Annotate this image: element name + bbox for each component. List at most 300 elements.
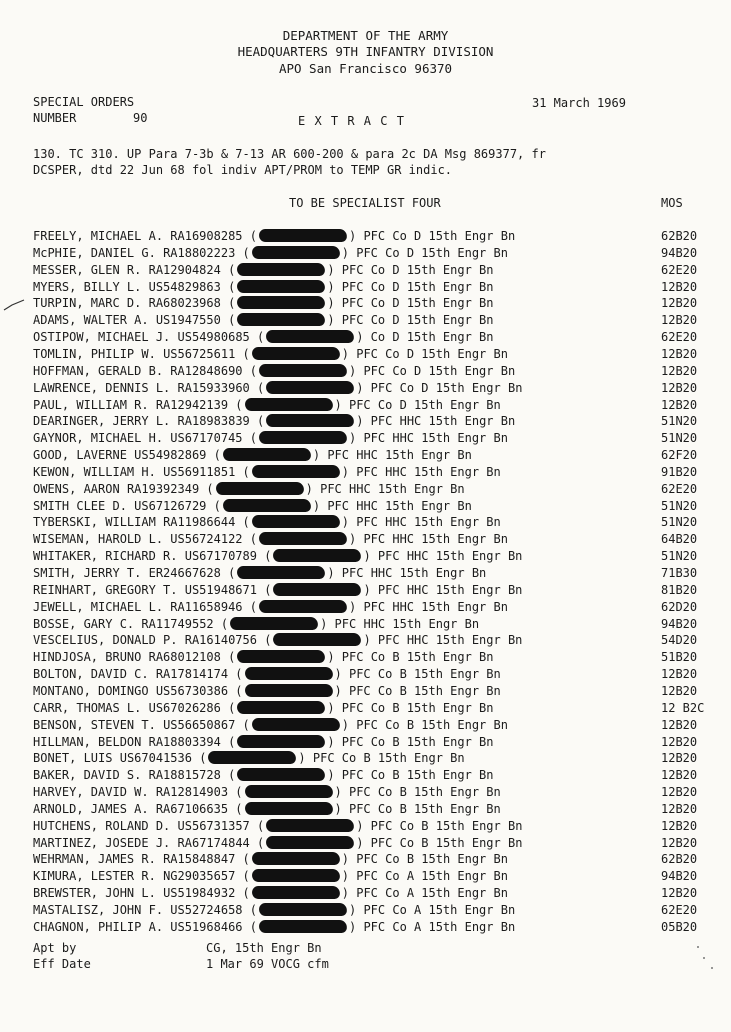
entry-service-number: US67170745 [170,431,243,446]
entry-service-number: RA18983839 [177,414,250,429]
redaction-mark [222,499,311,512]
entry-service-number: US67026286 [148,700,221,715]
entry-unit: HHC 15th Engr Bn [406,633,523,648]
entry-name: ADAMS, WALTER A. [33,313,149,328]
redaction-mark [237,768,326,781]
redaction-mark [237,650,326,663]
entry-line: MYERS, BILLY L. US54829863 ( ) PFC Co D 15th Engr Bn [33,279,494,294]
entry-rank: PFC [341,566,364,580]
entry-rank: PFC [377,549,400,564]
redaction-mark [237,296,326,309]
entry-line: BOSSE, GARY C. RA11749552 ( ) PFC HHC 15th Engr Bn [33,616,480,631]
table-row [0,296,731,313]
entry-mos: 62E20 [661,481,698,496]
entry-mos: 62E20 [661,330,698,345]
entry-rank: PFC [370,835,393,850]
entry-rank: PFC [377,582,400,597]
entry-rank: PFC [341,279,364,294]
entry-mos: 51N20 [661,498,698,513]
entry-unit: Co D 15th Engr Bn [385,346,508,361]
entry-unit: Co D 15th Engr Bn [385,245,508,260]
entry-mos: 51N20 [661,515,698,530]
entry-service-number: RA19392349 [126,481,200,496]
table-row [0,819,731,836]
entry-name: WISEMAN, HAROLD L. [33,532,164,547]
entry-rank: PFC [341,700,364,715]
redaction-mark [266,381,355,394]
redaction-mark [237,735,326,748]
table-row [0,280,731,297]
entry-line: WEHRMAN, JAMES R. RA15848847 ( ) PFC Co B 15th Engr Bn [33,852,508,867]
table-row [0,617,731,634]
entry-service-number: US56650867 [163,717,236,732]
entry-rank: PFC [363,903,386,917]
entry-unit: Co B 15th Engr Bn [377,801,501,816]
redaction-mark [273,549,362,562]
table-row [0,869,731,886]
redaction-mark [251,886,340,899]
entry-line: FREELY, MICHAEL A. RA16908285 ( ) PFC Co D 15th Engr Bn [33,229,516,243]
speck-mark [697,946,699,948]
table-row [0,549,731,566]
entry-unit: Co D 15th Engr Bn [377,397,501,412]
entry-unit: Co A 15th Engr Bn [392,903,516,917]
entry-unit: Co D 15th Engr Bn [370,279,494,294]
entry-mos: 12B20 [661,717,698,732]
entry-name: BAKER, DAVID S. [33,768,142,783]
entry-line: CHAGNON, PHILIP A. US51968466 ( ) PFC Co A 15th Engr Bn [33,919,516,934]
entry-line: OWENS, AARON RA19392349 ( ) PFC HHC 15th Engr Bn [33,481,465,496]
entry-unit: HHC 15th Engr Bn [363,616,480,631]
entry-unit: Co B 15th Engr Bn [399,818,523,833]
entry-name: HILLMAN, BELDON [33,734,142,749]
redaction-mark [251,465,340,478]
table-row [0,920,731,937]
entry-mos: 51N20 [661,431,698,446]
entry-unit: HHC 15th Engr Bn [392,599,508,614]
entry-service-number: US54980685 [177,330,250,345]
entry-name: TURPIN, MARC D. [33,296,142,311]
redaction-mark [258,903,347,916]
entry-rank: PFC [348,683,371,698]
table-row [0,313,731,330]
entry-service-number: RA11658946 [170,599,243,614]
order-date: 31 March 1969 [532,96,626,110]
table-row [0,566,731,583]
entry-unit: HHC 15th Engr Bn [349,481,465,496]
redaction-mark [215,482,304,495]
entry-mos: 12B20 [661,818,698,833]
table-row [0,229,731,246]
entry-mos: 51N20 [661,549,698,564]
entry-unit: HHC 15th Engr Bn [385,515,501,530]
table-row [0,650,731,667]
redaction-mark [244,785,333,798]
entry-mos: 12B20 [661,667,698,682]
entry-line: OSTIPOW, MICHAEL J. US54980685 ( ) Co D 15th Engr Bn [33,330,494,345]
entry-name: LAWRENCE, DENNIS L. [33,380,171,395]
entry-mos: 51B20 [661,650,698,665]
paragraph-line-1: 130. TC 310. UP Para 7-3b & 7-13 AR 600-200 & para 2c DA Msg 869377, fr [33,147,546,161]
entry-mos: 12B20 [661,346,698,361]
entry-service-number: US56730386 [155,683,229,698]
entry-unit: Co A 15th Engr Bn [385,869,508,884]
apo-address: APO San Francisco 96370 [278,61,453,76]
entry-line: HINDJOSA, BRUNO RA68012108 ( ) PFC Co B 15th Engr Bn [33,650,494,665]
table-row [0,684,731,701]
table-row [0,802,731,819]
entry-service-number: RA16908285 [170,229,243,243]
entry-rank: PFC [356,346,378,361]
table-row [0,583,731,600]
entry-service-number: RA15848847 [163,852,236,867]
entry-name: HOFFMAN, GERALD B. [33,363,164,378]
entry-unit: Co D 15th Engr Bn [370,313,494,328]
entry-unit: Co D 15th Engr Bn [370,262,494,277]
table-row [0,364,731,381]
entry-mos: 12B20 [661,296,698,311]
entry-rank: PFC [356,464,378,479]
entry-unit: Co D 15th Engr Bn [399,380,523,395]
entry-line: PAUL, WILLIAM R. RA12942139 ( ) PFC Co D 15th Engr Bn [33,397,501,412]
entry-line: BONET, LUIS US67041536 ( ) PFC Co B 15th Engr Bn [33,751,465,766]
entry-name: ARNOLD, JAMES A. [33,801,149,816]
entry-unit: Co D 15th Engr Bn [392,229,516,243]
redaction-mark [244,667,333,680]
paragraph-line-2: DCSPER, dtd 22 Jun 68 fol indiv APT/PROM to TEMP GR indic. [33,163,453,177]
entry-mos: 62B20 [661,852,698,867]
table-row [0,499,731,516]
table-row [0,246,731,263]
redaction-mark [237,566,326,579]
extract-title: E X T R A C T [298,114,405,128]
table-row [0,381,731,398]
entry-unit: Co B 15th Engr Bn [370,700,494,715]
entry-line: HOFFMAN, GERALD B. RA12848690 ( ) PFC Co D 15th Engr Bn [33,363,516,378]
entry-name: BONET, LUIS [33,751,113,766]
entry-name: TYBERSKI, WILLIAM [33,515,156,530]
entry-line: BAKER, DAVID S. RA18815728 ( ) PFC Co B 15th Engr Bn [33,768,494,783]
entry-mos: 62E20 [661,262,698,277]
entry-unit: Co B 15th Engr Bn [370,768,494,783]
entry-unit: Co B 15th Engr Bn [385,852,508,867]
table-row [0,785,731,802]
entry-unit: Co B 15th Engr Bn [385,717,508,732]
entry-rank: PFC [363,431,386,446]
entry-rank: PFC [348,801,371,816]
redaction-mark [266,819,355,832]
entry-unit: Co A 15th Engr Bn [385,886,508,901]
entry-mos: 12B20 [661,279,698,294]
entry-name: BREWSTER, JOHN L. [33,886,156,901]
entry-service-number: RA12904824 [148,262,221,277]
table-row [0,836,731,853]
redaction-mark [266,414,355,427]
table-row [0,330,731,347]
entry-name: WHITAKER, RICHARD R. [33,549,178,564]
entry-name: OSTIPOW, MICHAEL J. [33,330,171,345]
entry-line: GOOD, LAVERNE US54982869 ( ) PFC HHC 15th Engr Bn [33,448,472,463]
entry-line: HARVEY, DAVID W. RA12814903 ( ) PFC Co B 15th Engr Bn [33,785,501,800]
entry-unit: Co B 15th Engr Bn [377,683,501,698]
table-row [0,515,731,532]
eff-date-label: Eff Date [33,957,91,971]
entry-name: GAYNOR, MICHAEL H. [33,431,164,446]
entry-service-number: RA11986644 [163,515,236,530]
eff-date-value: 1 Mar 69 VOCG cfm [206,957,329,971]
entry-line: DEARINGER, JERRY L. RA18983839 ( ) PFC HHC 15th Engr Bn [33,414,516,429]
entry-line: KIMURA, LESTER R. NG29035657 ( ) PFC Co A 15th Engr Bn [33,869,508,884]
entry-service-number: RA11749552 [141,616,214,631]
entry-rank: PFC [363,532,386,547]
entry-rank: PFC [356,717,378,732]
table-row [0,263,731,280]
entry-name: REINHART, GREGORY T. [33,582,178,597]
entry-rank: PFC [356,869,378,884]
redaction-mark [237,701,326,714]
entry-service-number: RA12942139 [155,397,229,412]
entry-line: HILLMAN, BELDON RA18803394 ( ) PFC Co B 15th Engr Bn [33,734,494,749]
speck-mark [711,967,713,969]
entry-mos: 12B20 [661,734,698,749]
entry-unit: Co D 15th Engr Bn [392,363,516,378]
entry-mos: 12B20 [661,768,698,783]
entry-line: TOMLIN, PHILIP W. US56725611 ( ) PFC Co D 15th Engr Bn [33,346,508,361]
entry-service-number: US67041536 [119,751,192,766]
entry-service-number: RA16140756 [184,633,257,648]
entry-service-number: RA12848690 [170,363,243,378]
entry-line: TYBERSKI, WILLIAM RA11986644 ( ) PFC HHC 15th Engr Bn [33,515,501,530]
redaction-mark [258,600,347,613]
entry-line: LAWRENCE, DENNIS L. RA15933960 ( ) PFC Co D 15th Engr Bn [33,380,523,395]
entry-mos: 71B30 [661,566,698,580]
entry-rank: PFC [356,515,378,530]
entry-service-number: US54982869 [134,448,207,463]
entry-service-number: RA67174844 [177,835,250,850]
entry-rank: PFC [363,229,386,243]
order-number: 90 [133,111,148,125]
redaction-mark [251,869,340,882]
entry-line: KEWON, WILLIAM H. US56911851 ( ) PFC HHC 15th Engr Bn [33,464,501,479]
entry-rank: PFC [363,599,386,614]
table-row [0,903,731,920]
entry-name: PAUL, WILLIAM R. [33,397,149,412]
entry-mos: 62E20 [661,903,698,917]
entry-mos: 12B20 [661,785,698,800]
redaction-mark [266,836,355,849]
entry-unit: HHC 15th Engr Bn [392,532,508,547]
entry-name: GOOD, LAVERNE [33,448,127,463]
redaction-mark [251,246,340,259]
entry-mos: 12B20 [661,886,698,901]
entry-rank: PFC [341,650,364,665]
entry-name: MARTINEZ, JOSEDE J. [33,835,171,850]
table-row [0,751,731,768]
entry-rank: PFC [356,852,378,867]
entry-name: FREELY, MICHAEL A. [33,229,164,243]
entry-service-number: US56731357 [177,818,250,833]
entry-line: MARTINEZ, JOSEDE J. RA67174844 ( ) PFC Co B 15th Engr Bn [33,835,523,850]
entry-mos: 12B20 [661,835,698,850]
table-row [0,886,731,903]
table-row [0,431,731,448]
entry-unit: Co D 15th Engr Bn [370,296,494,311]
entry-line: TURPIN, MARC D. RA68023968 ( ) PFC Co D 15th Engr Bn [33,296,494,311]
entry-line: MONTANO, DOMINGO US56730386 ( ) PFC Co B 15th Engr Bn [33,683,501,698]
redaction-mark [237,280,326,293]
entry-line: HUTCHENS, ROLAND D. US56731357 ( ) PFC Co B 15th Engr Bn [33,818,523,833]
entry-service-number: US1947550 [155,313,221,328]
entry-mos: 12B20 [661,380,698,395]
redaction-mark [258,920,347,933]
entry-service-number: US51968466 [170,919,243,934]
entry-mos: 12B20 [661,313,698,328]
entry-service-number: US67126729 [134,498,207,513]
headquarters-heading: HEADQUARTERS 9TH INFANTRY DIVISION [237,44,494,59]
speck-mark [703,957,705,959]
table-row [0,532,731,549]
entry-mos: 94B20 [661,616,698,631]
entry-unit: Co B 15th Engr Bn [377,667,501,682]
redaction-mark [208,751,297,764]
redaction-mark [251,347,340,360]
entry-service-number: US56725611 [163,346,236,361]
entry-name: MONTANO, DOMINGO [33,683,149,698]
entry-name: VESCELIUS, DONALD P. [33,633,178,648]
entry-service-number: RA15933960 [177,380,250,395]
table-row [0,852,731,869]
apt-by-value: CG, 15th Engr Bn [206,941,322,955]
entry-rank: PFC [377,633,400,648]
entry-line: CARR, THOMAS L. US67026286 ( ) PFC Co B 15th Engr Bn [33,700,494,715]
entry-name: OWENS, AARON [33,481,120,496]
entry-name: CARR, THOMAS L. [33,700,142,715]
entry-unit: HHC 15th Engr Bn [406,549,523,564]
redaction-mark [258,431,347,444]
redaction-mark [251,515,340,528]
entry-service-number: RA68023968 [148,296,221,311]
redaction-mark [251,718,340,731]
entry-rank: PFC [348,785,371,800]
entry-unit: Co B 15th Engr Bn [341,751,465,766]
table-row [0,398,731,415]
entry-line: ADAMS, WALTER A. US1947550 ( ) PFC Co D 15th Engr Bn [33,313,494,328]
entry-service-number: RA18815728 [148,768,221,783]
entry-rank: PFC [312,751,335,766]
entry-rank: PFC [341,313,364,328]
redaction-mark [237,263,326,276]
special-orders-label: SPECIAL ORDERS [33,95,135,109]
entry-line: SMITH CLEE D. US67126729 ( ) PFC HHC 15th Engr Bn [33,498,472,513]
entry-mos: 62D20 [661,599,698,614]
entry-rank: PFC [334,616,357,631]
entry-line: SMITH, JERRY T. ER24667628 ( ) PFC HHC 15th Engr Bn [33,566,487,580]
table-row [0,347,731,364]
department-heading: DEPARTMENT OF THE ARMY [282,28,449,43]
entry-mos: 12B20 [661,397,698,412]
entry-name: DEARINGER, JERRY L. [33,414,171,429]
entry-unit: Co D 15th Engr Bn [370,330,494,345]
table-row [0,735,731,752]
redaction-mark [222,448,311,461]
entry-line: GAYNOR, MICHAEL H. US67170745 ( ) PFC HHC 15th Engr Bn [33,431,508,446]
entry-name: BENSON, STEVEN T. [33,717,156,732]
entry-name: CHAGNON, PHILIP A. [33,919,164,934]
table-row [0,600,731,617]
entry-rank: PFC [327,498,349,513]
entry-name: KEWON, WILLIAM H. [33,464,156,479]
redaction-mark [244,398,333,411]
entry-name: MASTALISZ, JOHN F. [33,903,164,917]
entry-line: McPHIE, DANIEL G. RA18802223 ( ) PFC Co D 15th Engr Bn [33,245,508,260]
redaction-mark [266,330,355,343]
mos-column-header: MOS [661,196,683,210]
entry-unit: HHC 15th Engr Bn [370,566,487,580]
entry-name: KIMURA, LESTER R. [33,869,156,884]
redaction-mark [237,313,326,326]
entry-service-number: RA17814174 [155,667,229,682]
entry-rank: PFC [341,734,364,749]
apt-by-label: Apt by [33,941,77,955]
redaction-mark [258,532,347,545]
redaction-mark [258,364,347,377]
entry-name: BOSSE, GARY C. [33,616,135,631]
entry-mos: 12B20 [661,751,698,766]
entry-unit: HHC 15th Engr Bn [356,498,472,513]
entry-mos: 94B20 [661,245,698,260]
entry-rank: PFC [363,363,386,378]
entry-line: BREWSTER, JOHN L. US51984932 ( ) PFC Co A 15th Engr Bn [33,886,508,901]
entry-service-number: US56911851 [163,464,236,479]
entry-mos: 91B20 [661,464,698,479]
entry-mos: 12B20 [661,801,698,816]
table-row [0,414,731,431]
entry-mos: 12B20 [661,363,698,378]
entry-mos: 81B20 [661,582,698,597]
table-row [0,667,731,684]
entry-mos: 94B20 [661,869,698,884]
redaction-mark [258,229,347,242]
entry-name: MESSER, GLEN R. [33,262,142,277]
entry-unit: HHC 15th Engr Bn [385,464,501,479]
entry-name: JEWELL, MICHAEL L. [33,599,164,614]
entry-unit: Co B 15th Engr Bn [370,734,494,749]
redaction-mark [273,633,362,646]
entry-name: SMITH, JERRY T. [33,566,142,580]
entry-unit: HHC 15th Engr Bn [392,431,508,446]
entry-rank: PFC [356,245,378,260]
entry-unit: HHC 15th Engr Bn [399,414,516,429]
entry-line: MASTALISZ, JOHN F. US52724658 ( ) PFC Co A 15th Engr Bn [33,903,516,917]
entry-rank: PFC [370,414,393,429]
entry-name: HUTCHENS, ROLAND D. [33,818,171,833]
redaction-mark [273,583,362,596]
table-row [0,633,731,650]
entry-rank: PFC [327,448,349,463]
entry-line: VESCELIUS, DONALD P. RA16140756 ( ) PFC HHC 15th Engr Bn [33,633,523,648]
entry-mos: 12 B2C [661,700,705,715]
entry-rank: PFC [341,296,364,311]
entry-mos: 62B20 [661,229,698,243]
entry-service-number: RA18803394 [148,734,221,749]
redaction-mark [244,802,333,815]
table-row [0,465,731,482]
entry-service-number: US52724658 [170,903,243,917]
entry-line: WISEMAN, HAROLD L. US56724122 ( ) PFC HHC 15th Engr Bn [33,532,508,547]
entry-service-number: US67170789 [184,549,257,564]
entry-rank: PFC [363,919,386,934]
entry-rank: PFC [348,667,371,682]
